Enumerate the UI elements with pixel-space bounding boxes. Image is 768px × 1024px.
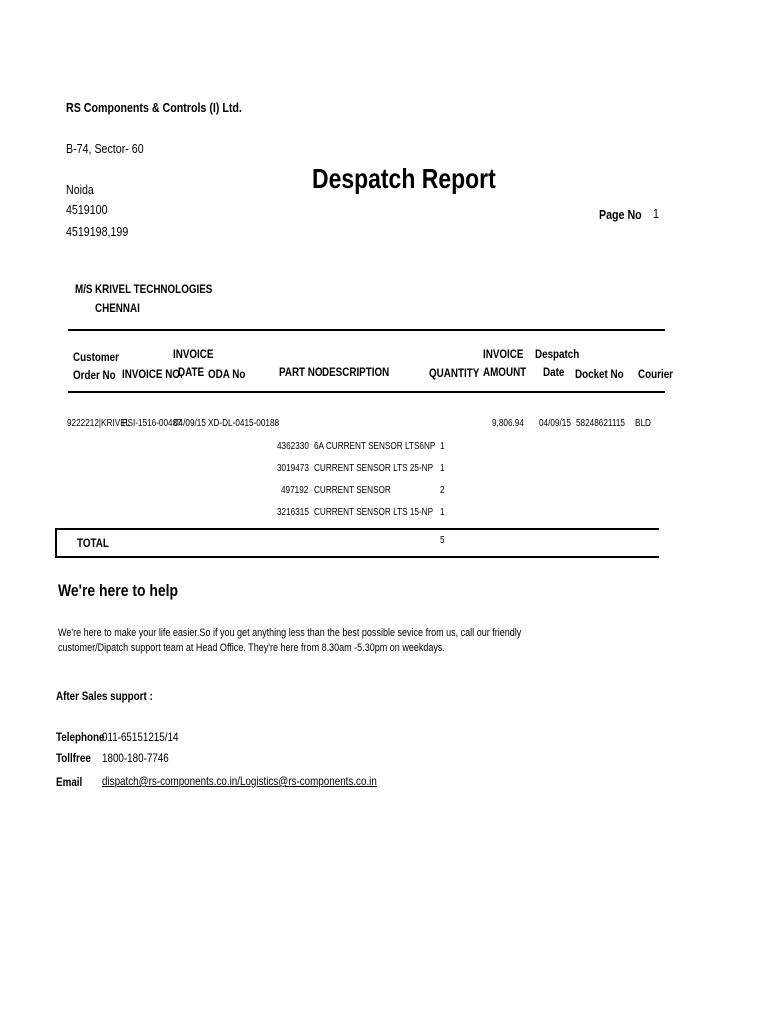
page-no-label: Page No [599,207,642,222]
item-description: CURRENT SENSOR [314,485,391,496]
header-invoice-no: INVOICE NO. [122,367,183,381]
customer-name: KRIVEL TECHNOLOGIES [95,282,213,296]
header-part-no: PART NO. [279,365,326,379]
report-title: Despatch Report [312,163,496,194]
item-part-no: 4362330 [277,441,309,452]
order-docket-no: 58248621115 [576,418,625,429]
header-invoice-amount-1: INVOICE [483,347,524,361]
header-customer-order-1: Customer [73,350,119,364]
telephone-label: Telephone [56,730,105,744]
total-box-top-rule [55,528,659,530]
after-sales-heading: After Sales support : [56,689,153,703]
order-invoice-amount: 9,806.94 [492,418,524,429]
header-despatch-date-2: Date [543,365,565,379]
header-invoice-amount-2: AMOUNT [483,365,527,379]
company-name: RS Components & Controls (I) Ltd. [66,100,242,115]
item-quantity: 1 [440,441,445,452]
page-no-value: 1 [653,206,659,221]
tollfree-label: Tollfree [56,751,91,765]
order-courier: BLD [635,418,651,429]
header-oda-no: ODA No [208,367,246,381]
order-invoice-date: 04/09/15 [174,418,206,429]
table-top-rule [68,329,665,331]
customer-prefix: M/S [75,282,93,296]
header-invoice-date-2: DATE [178,365,205,379]
tollfree-value: 1800-180-7746 [102,751,169,765]
order-despatch-date: 04/09/15 [539,418,571,429]
header-customer-order-2: Order No [73,368,116,382]
item-description: CURRENT SENSOR LTS 15-NP [314,507,434,518]
table-header-rule [68,391,665,393]
order-invoice-no: PSI-1516-00487 [122,418,182,429]
help-text-line-1: We're here to make your life easier.So if you get anything less than the best possible sevice from us, call our friendly [58,627,522,639]
header-invoice-date-1: INVOICE [173,347,214,361]
company-phone-1: 4519100 [66,202,108,217]
header-despatch-date-1: Despatch [535,347,580,361]
customer-city: CHENNAI [95,301,140,315]
header-courier: Courier [638,367,674,381]
email-label: Email [56,775,83,789]
item-part-no: 3216315 [277,507,309,518]
header-quantity: QUANTITY [429,366,480,380]
item-description: 6A CURRENT SENSOR LTS6NP [314,441,436,452]
company-address: B-74, Sector- 60 [66,141,144,156]
order-customer-order: 9222212|KRIVEL [67,418,131,429]
item-description: CURRENT SENSOR LTS 25-NP [314,463,434,474]
total-quantity: 5 [440,535,445,546]
help-text-line-2: customer/Dipatch support team at Head Office. They're here from 8.30am -5.30pm on weekdays. [58,642,445,654]
total-box-left-rule [55,528,57,558]
order-oda-no: XD-DL-0415-00188 [208,418,280,429]
item-quantity: 2 [440,485,445,496]
total-label: TOTAL [77,536,109,550]
item-part-no: 497192 [281,485,309,496]
item-part-no: 3019473 [277,463,309,474]
company-phone-2: 4519198,199 [66,224,129,239]
help-heading: We're here to help [58,581,179,600]
item-quantity: 1 [440,507,445,518]
company-city: Noida [66,182,94,197]
header-docket-no: Docket No [575,367,624,381]
header-description: DESCRIPTION [322,365,390,379]
email-link[interactable]: dispatch@rs-components.co.in/Logistics@rs-components.co.in [102,774,377,788]
item-quantity: 1 [440,463,445,474]
telephone-value: 011-65151215/14 [102,730,179,744]
total-box-bottom-rule [55,556,659,558]
